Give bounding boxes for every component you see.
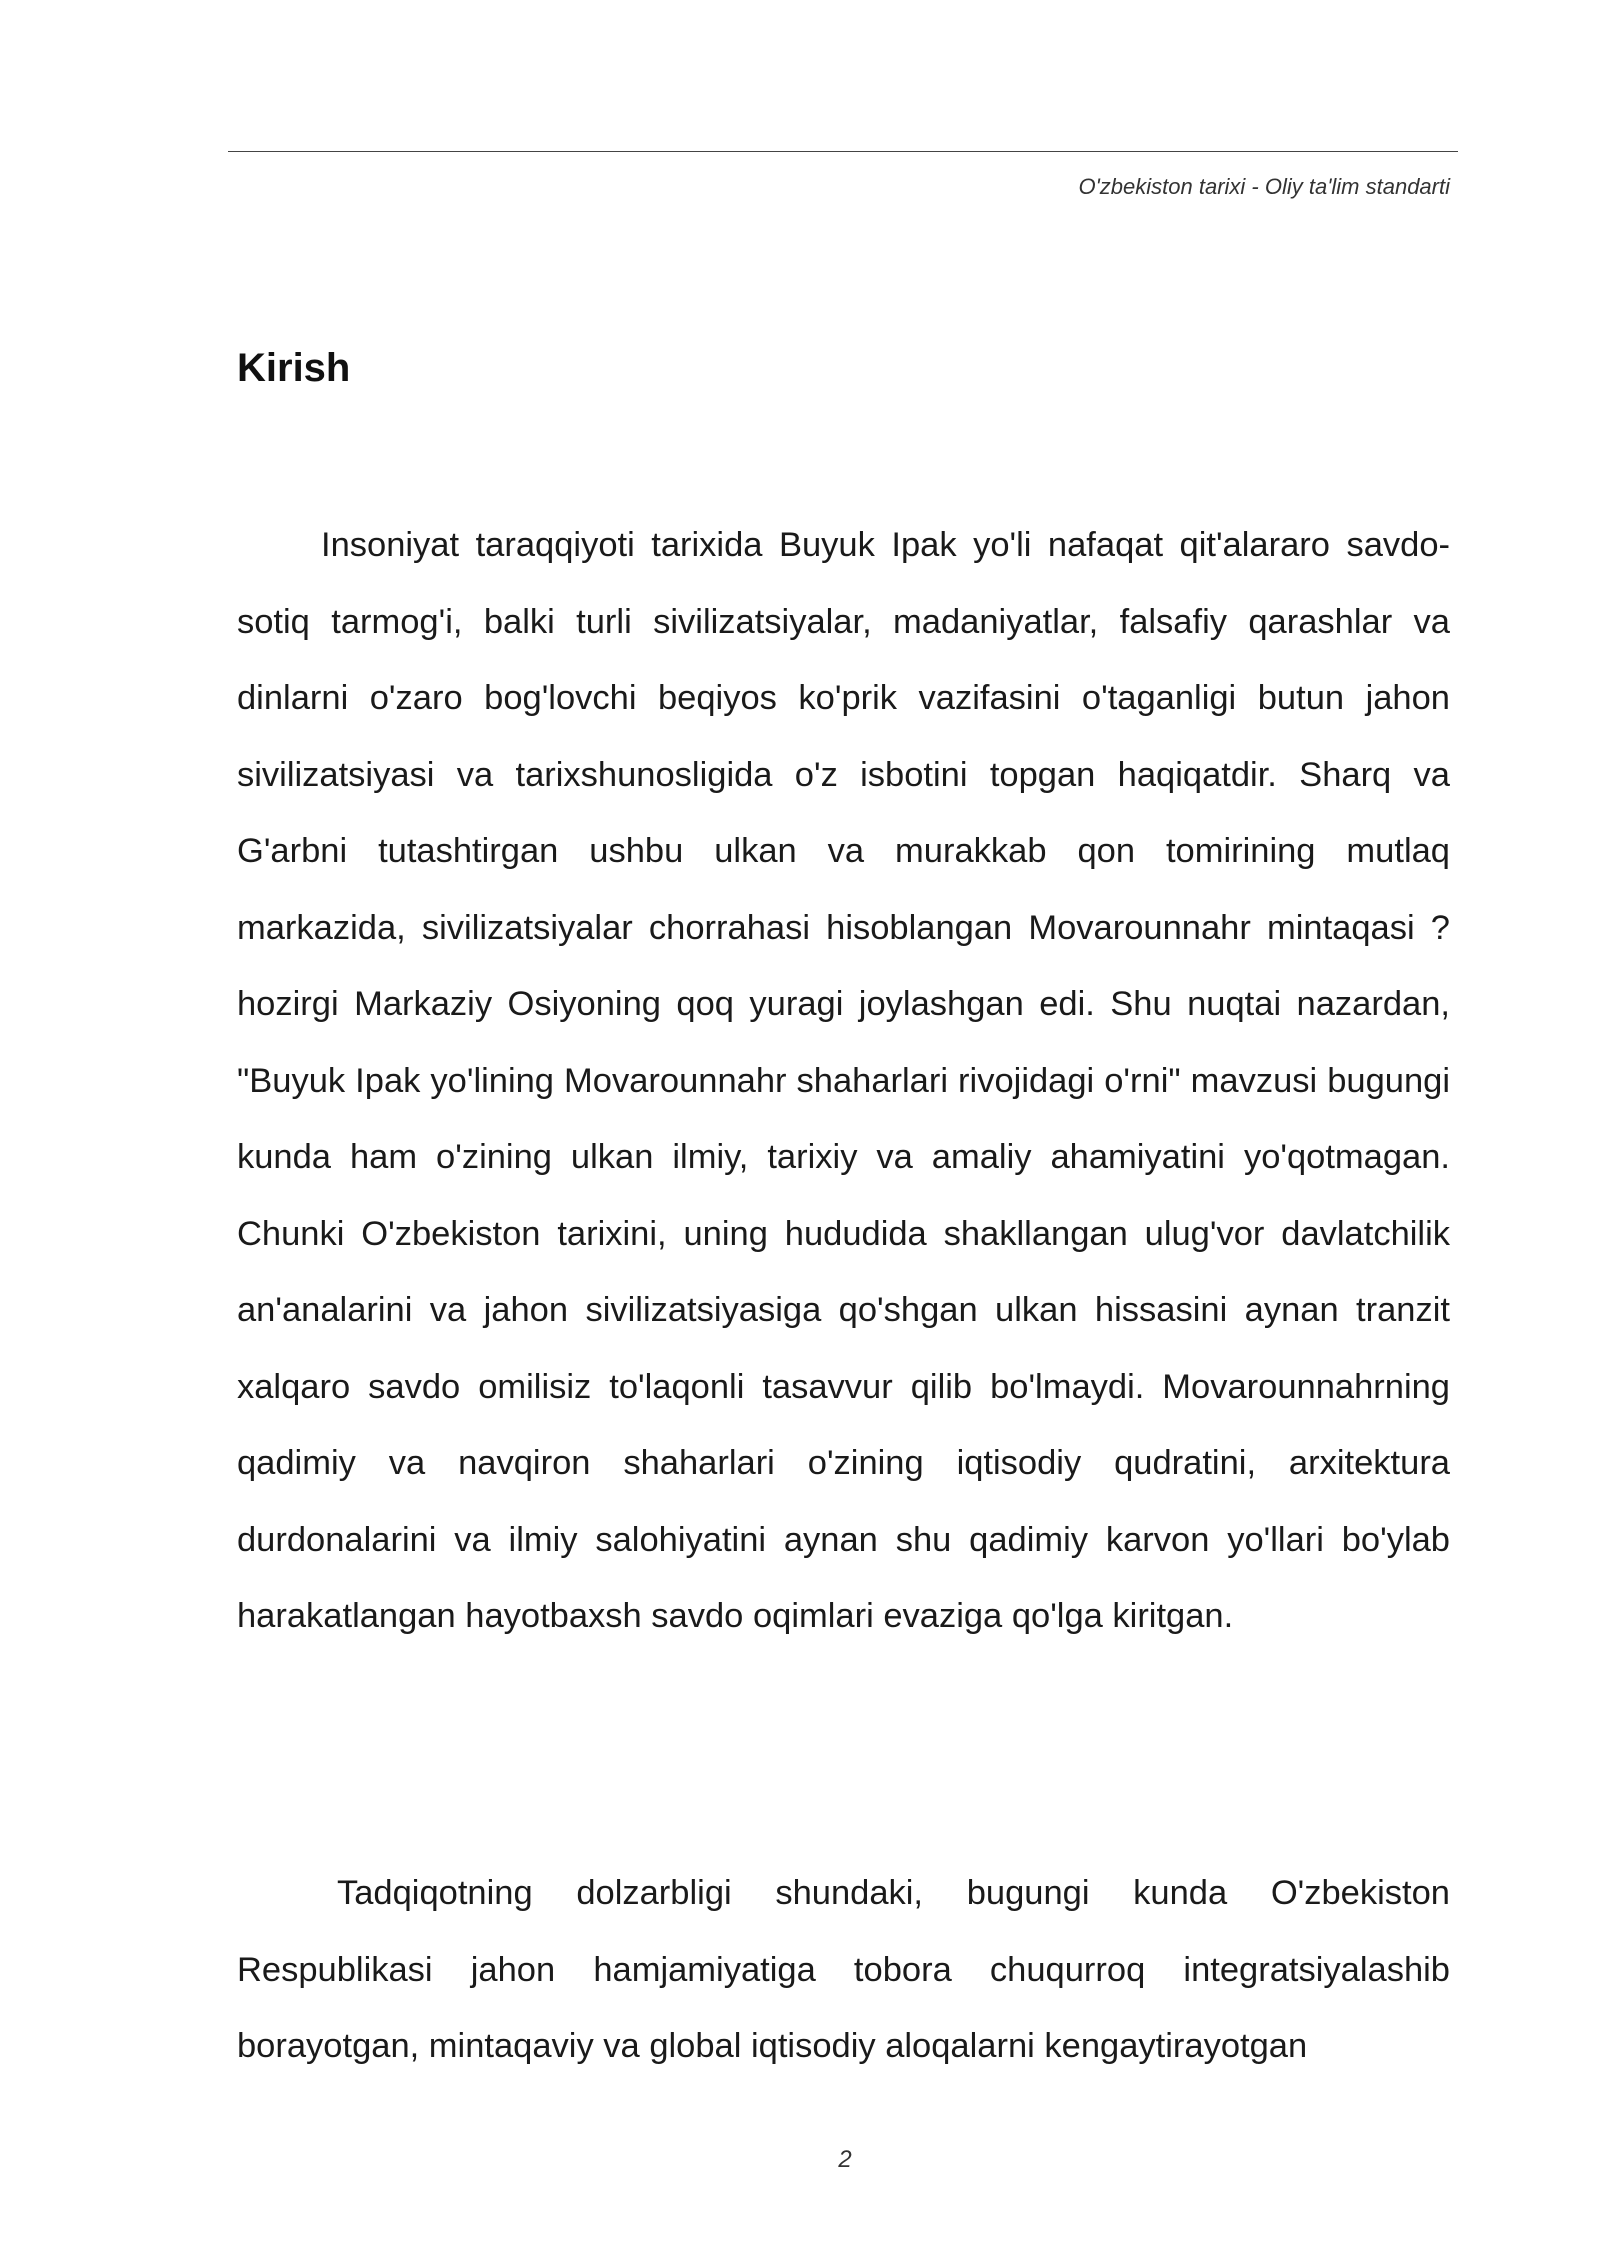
section-title: Kirish: [237, 346, 351, 390]
body-paragraph-1: Insoniyat taraqqiyoti tarixida Buyuk Ipak yo'li nafaqat qit'alararo savdo-sotiq tarmog'i, balki turli sivilizatsiyalar, madaniyatlar, falsafiy qarashlar va dinlarni o'zaro bog'lovchi beqiyos ko'prik vazifasini o'taganligi butun jahon sivilizatsiyasi va tarixshunosligida o'z isbotini topgan haqiqatdir. Sharq va G'arbni tutashtirgan ushbu ulkan va murakkab qon tomirining mutlaq markazida, sivilizatsiyalar chorrahasi hisoblangan Movarounnahr mintaqasi ? hozirgi Markaziy Osiyoning qoq yuragi joylashgan edi. Shu nuqtai nazardan, "Buyuk Ipak yo'lining Movarounnahr shaharlari rivojidagi o'rni" mavzusi bugungi kunda ham o'zining ulkan ilmiy, tarixiy va amaliy ahamiyatini yo'qotmagan. Chunki O'zbekiston tarixini, uning hududida shakllangan ulug'vor davlatchilik an'analarini va jahon sivilizatsiyasiga qo'shgan ulkan hissasini aynan tranzit xalqaro savdo omilisiz to'laqonli tasavvur qilib bo'lmaydi. Movarounnahrning qadimiy va navqiron shaharlari o'zining iqtisodiy qudratini, arxitektura durdonalarini va ilmiy salohiyatini aynan shu qadimiy karvon yo'llari bo'ylab harakatlangan hayotbaxsh savdo oqimlari evaziga qo'lga kiritgan.: [237, 526, 1450, 1635]
header-rule: [228, 151, 1458, 152]
body-paragraph-2: Tadqiqotning dolzarbligi shundaki, bugungi kunda O'zbekiston Respublikasi jahon hamjamiyatiga tobora chuqurroq integratsiyalashib borayotgan, mintaqaviy va global iqtisodiy aloqalarni kengaytirayotgan: [237, 1874, 1450, 2065]
running-header: O'zbekiston tarixi - Oliy ta'lim standarti: [1078, 174, 1450, 199]
page-number: 2: [838, 2146, 852, 2173]
